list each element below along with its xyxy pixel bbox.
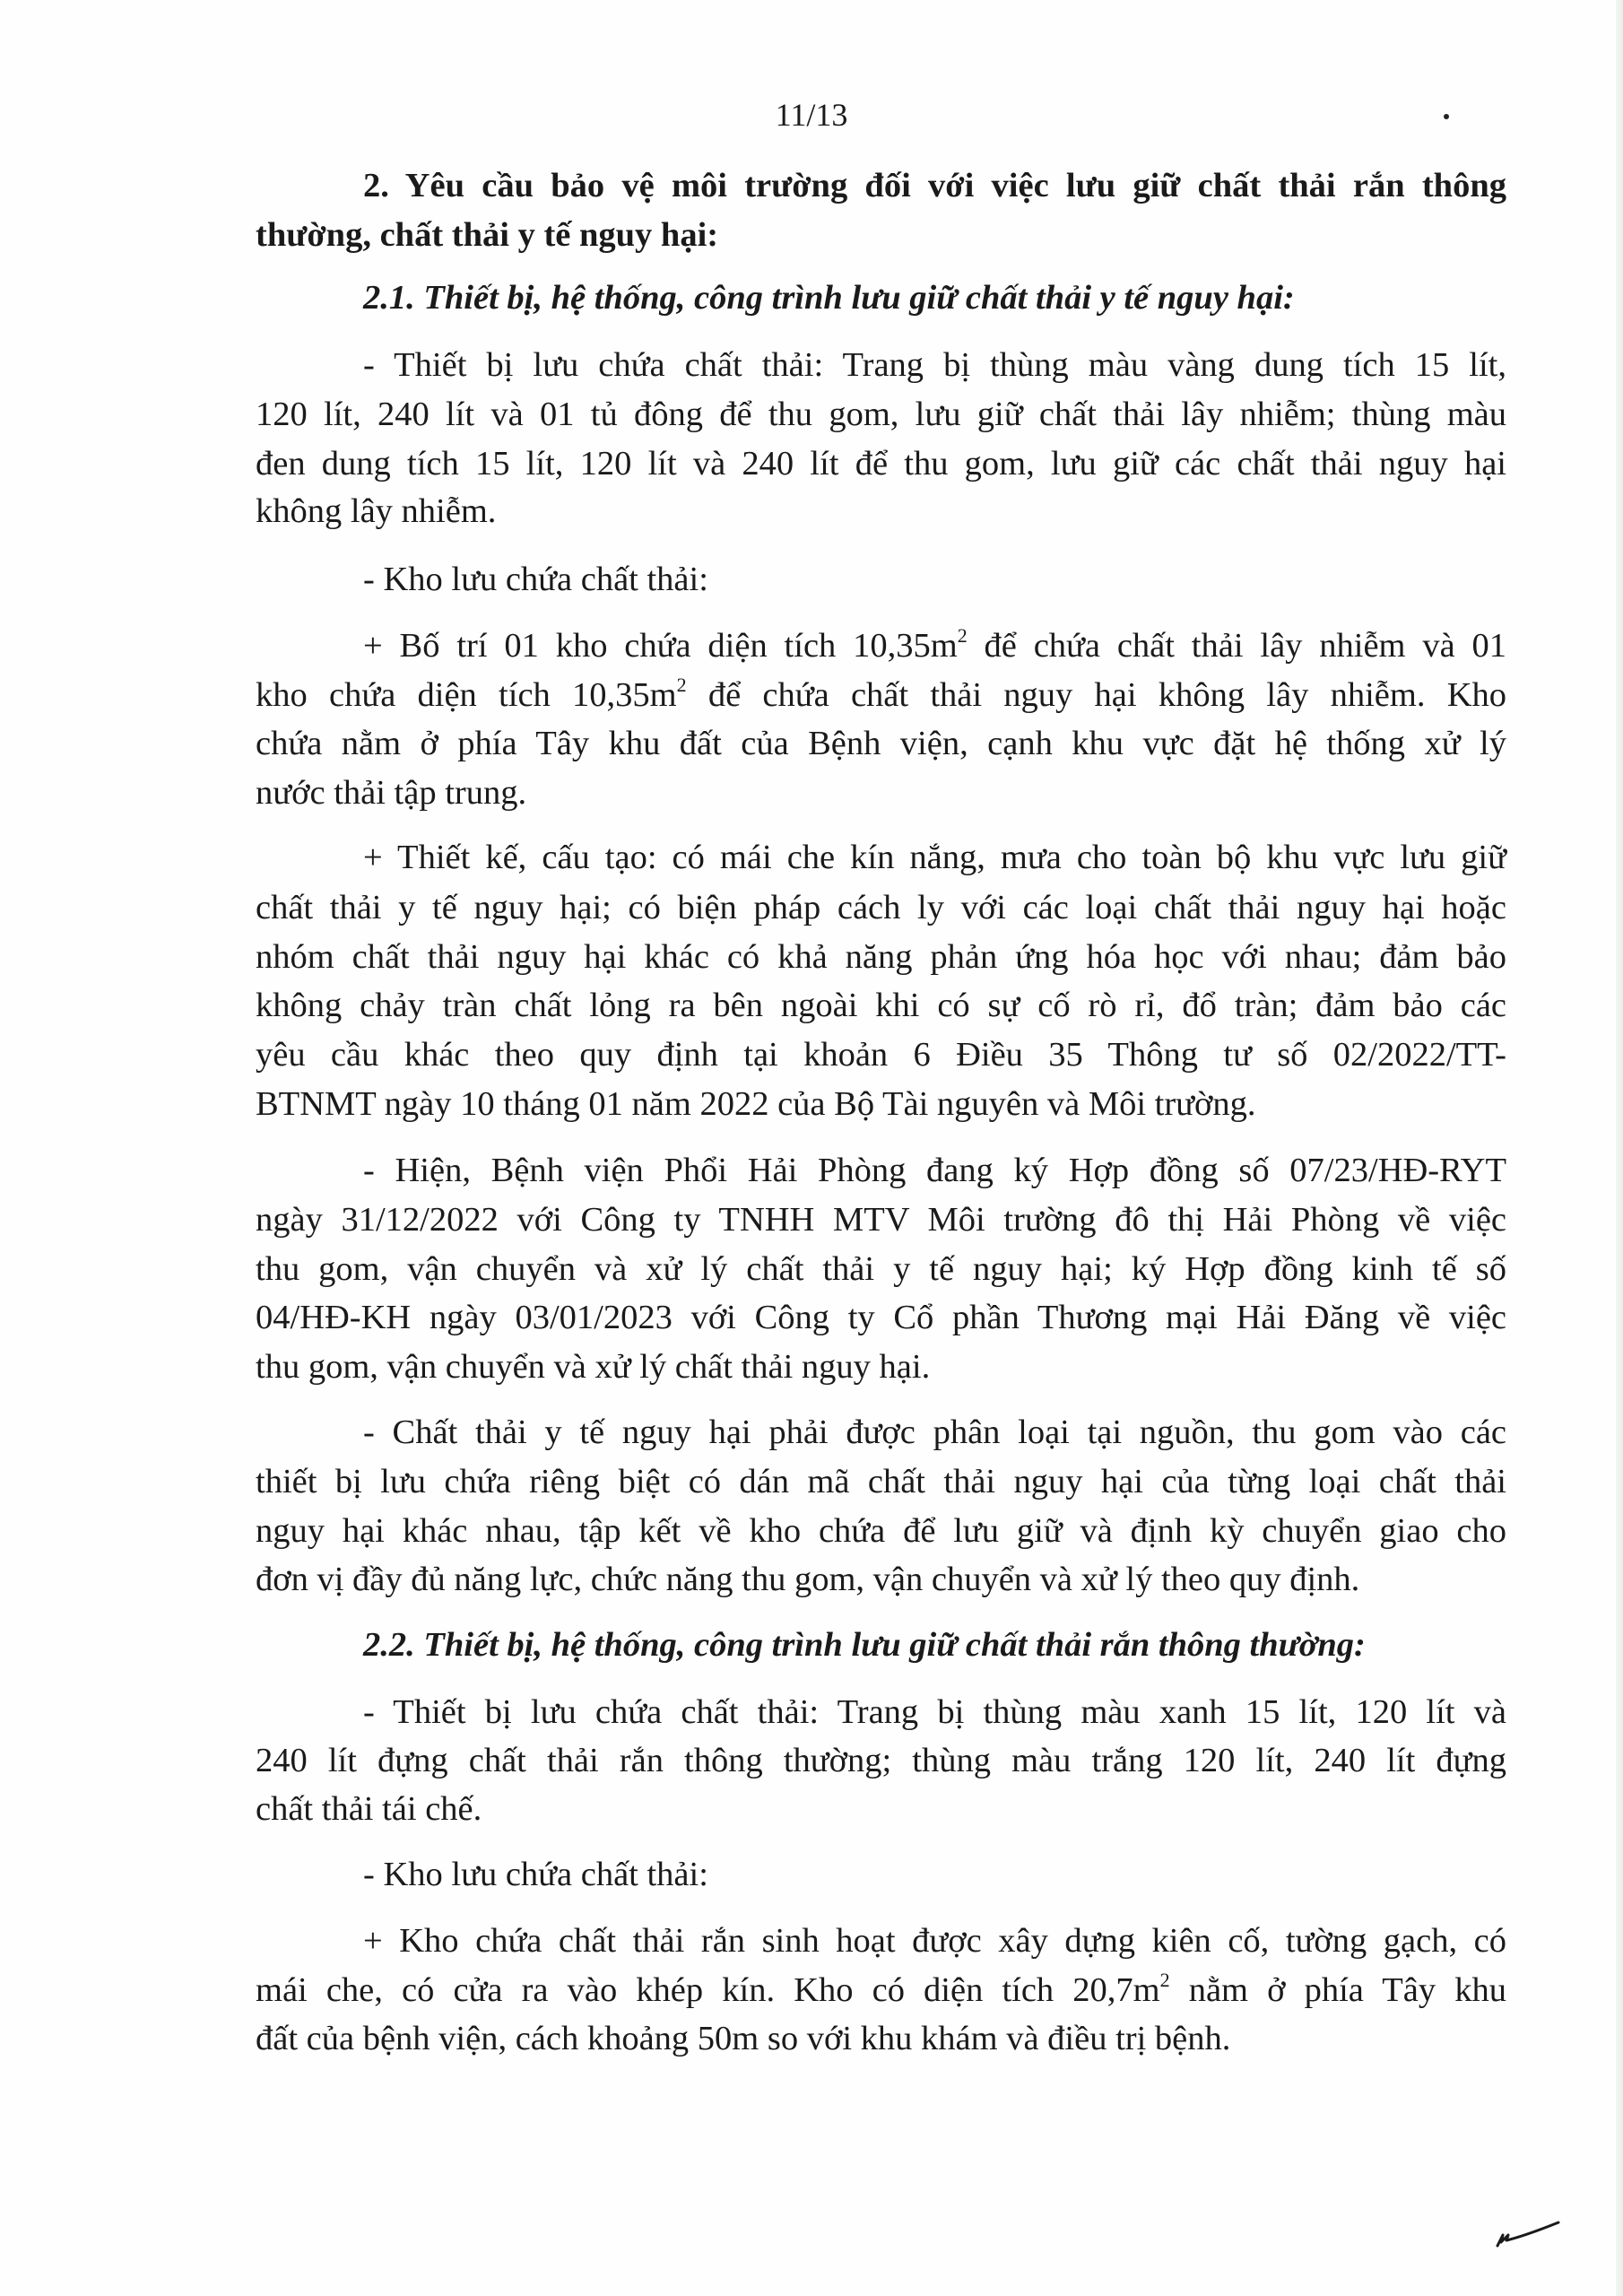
paragraph-classification-line: - Chất thải y tế nguy hại phải được phân loại tại nguồn, thu gom vào các [363, 1413, 1506, 1451]
layout-text: để chứa chất thải nguy hại không lây nhiễm. Kho [686, 676, 1506, 714]
paragraph-contracts-line: thu gom, vận chuyển và xử lý chất thải nguy hại. [256, 1348, 931, 1386]
layout-text: để chứa chất thải lây nhiễm và 01 [967, 627, 1506, 665]
scan-dot-mark [1444, 114, 1449, 119]
paragraph-equipment-line: 120 lít, 240 lít và 01 tủ đông để thu gom, lưu giữ chất thải lây nhiễm; thùng màu [256, 396, 1506, 433]
paragraph-general-equipment-line: - Thiết bị lưu chứa chất thải: Trang bị thùng màu xanh 15 lít, 120 lít và [363, 1693, 1506, 1731]
superscript: 2 [1159, 1969, 1170, 1991]
superscript: 2 [957, 624, 968, 647]
paragraph-general-storage-line: + Kho chứa chất thải rắn sinh hoạt được xây dựng kiên cố, tường gạch, có [363, 1922, 1506, 1960]
layout-text: kho chứa diện tích 10,35m [256, 676, 677, 714]
paragraph-layout-line [363, 624, 1506, 667]
paragraph-classification-line: đơn vị đầy đủ năng lực, chức năng thu gom, vận chuyển và xử lý theo quy định. [256, 1561, 1360, 1598]
scan-edge [1616, 0, 1623, 2296]
paragraph-layout-line: chứa nằm ở phía Tây khu đất của Bệnh viện, cạnh khu vực đặt hệ thống xử lý [256, 725, 1506, 762]
heading-section-2-line-2: thường, chất thải y tế nguy hại: [256, 216, 719, 254]
storage-label: - Kho lưu chứa chất thải: [363, 1856, 708, 1893]
paragraph-general-storage-line: đất của bệnh viện, cách khoảng 50m so với khu khám và điều trị bệnh. [256, 2020, 1231, 2057]
paragraph-contracts-line: ngày 31/12/2022 với Công ty TNHH MTV Môi trường đô thị Hải Phòng về việc [256, 1201, 1506, 1239]
superscript: 2 [676, 674, 687, 696]
initials-signature-icon [1496, 2215, 1567, 2251]
storage-text: mái che, có cửa ra vào khép kín. Kho có diện tích 20,7m [256, 1971, 1160, 2009]
paragraph-design-line: yêu cầu khác theo quy định tại khoản 6 Điều 35 Thông tư số 02/2022/TT- [256, 1036, 1506, 1074]
heading-section-2-1: 2.1. Thiết bị, hệ thống, công trình lưu giữ chất thải y tế nguy hại: [363, 279, 1295, 317]
paragraph-design-line: + Thiết kế, cấu tạo: có mái che kín nắng, mưa cho toàn bộ khu vực lưu giữ [363, 839, 1506, 876]
paragraph-contracts-line: - Hiện, Bệnh viện Phổi Hải Phòng đang ký Hợp đồng số 07/23/HĐ-RYT [363, 1152, 1506, 1189]
heading-section-2-line-1: 2. Yêu cầu bảo vệ môi trường đối với việc lưu giữ chất thải rắn thông [363, 167, 1506, 204]
layout-text: + Bố trí 01 kho chứa diện tích 10,35m [363, 627, 958, 665]
paragraph-contracts-line: thu gom, vận chuyển và xử lý chất thải y tế nguy hại; ký Hợp đồng kinh tế số [256, 1250, 1506, 1288]
paragraph-contracts-line: 04/HĐ-KH ngày 03/01/2023 với Công ty Cổ phần Thương mại Hải Đăng về việc [256, 1299, 1506, 1336]
paragraph-design-line: BTNMT ngày 10 tháng 01 năm 2022 của Bộ Tài nguyên và Môi trường. [256, 1085, 1256, 1123]
paragraph-layout-line [256, 674, 1506, 717]
paragraph-equipment-line: - Thiết bị lưu chứa chất thải: Trang bị thùng màu vàng dung tích 15 lít, [363, 346, 1506, 384]
paragraph-equipment-line: đen dung tích 15 lít, 120 lít và 240 lít để thu gom, lưu giữ các chất thải nguy hại [256, 445, 1506, 483]
paragraph-general-equipment-line: chất thải tái chế. [256, 1790, 482, 1828]
paragraph-design-line: chất thải y tế nguy hại; có biện pháp cách ly với các loại chất thải nguy hại hoặc [256, 889, 1506, 926]
paragraph-general-storage-line [256, 1969, 1506, 2012]
paragraph-classification-line: thiết bị lưu chứa riêng biệt có dán mã chất thải nguy hại của từng loại chất thải [256, 1463, 1506, 1500]
paragraph-layout-line: nước thải tập trung. [256, 774, 527, 812]
paragraph-design-line: không chảy tràn chất lỏng ra bên ngoài khi có sự cố rò rỉ, đổ tràn; đảm bảo các [256, 987, 1506, 1024]
paragraph-general-equipment-line: 240 lít đựng chất thải rắn thông thường; thùng màu trắng 120 lít, 240 lít đựng [256, 1742, 1506, 1779]
storage-text: nằm ở phía Tây khu [1169, 1971, 1506, 2009]
page-number: 11/13 [775, 97, 848, 133]
paragraph-design-line: nhóm chất thải nguy hại khác có khả năng phản ứng hóa học với nhau; đảm bảo [256, 938, 1506, 976]
heading-section-2-2: 2.2. Thiết bị, hệ thống, công trình lưu giữ chất thải rắn thông thường: [363, 1626, 1366, 1664]
storage-label: - Kho lưu chứa chất thải: [363, 561, 708, 598]
paragraph-classification-line: nguy hại khác nhau, tập kết về kho chứa để lưu giữ và định kỳ chuyển giao cho [256, 1512, 1506, 1550]
paragraph-equipment-line: không lây nhiễm. [256, 492, 497, 530]
